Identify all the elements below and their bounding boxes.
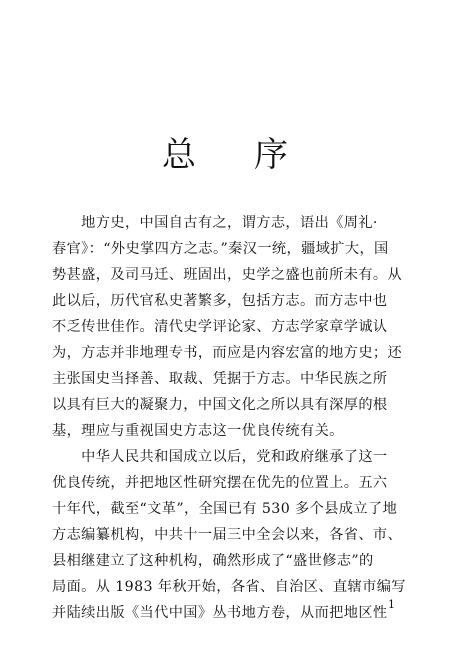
text-line: 此以后，历代官私史著繁多，包括方志。而方志中也 xyxy=(52,293,388,309)
text-line: 主张国史当择善、取裁、凭据于方志。中华民族之所 xyxy=(52,371,388,387)
text-line: 优良传统，并把地区性研究摆在优先的位置上。五六 xyxy=(52,475,388,491)
page-title xyxy=(0,127,450,176)
text-line: 并陆续出版《当代中国》丛书地方卷，从而把地区性 xyxy=(52,605,388,621)
title-char-1: 总 xyxy=(162,135,196,175)
text-line: 县相继建立了这种机构，确然形成了“盛世修志”的 xyxy=(52,553,374,569)
text-line: 势甚盛，及司马迁、班固出，史学之盛也前所未有。从 xyxy=(52,267,403,283)
body-text xyxy=(52,210,408,626)
page-number: 1 xyxy=(388,598,395,611)
text-line: 春官》：“外史掌四方之志。”秦汉一统，疆域扩大，国 xyxy=(52,241,389,257)
text-line: 基，理应与重视国史方志这一优良传统有关。 xyxy=(52,423,344,439)
text-line: 为，方志并非地理专书，而应是内容宏富的地方史；还 xyxy=(52,345,403,361)
text-line: 不乏传世佳作。清代史学评论家、方志学家章学诚认 xyxy=(52,319,388,335)
text-line: 中华人民共和国成立以后，党和政府继承了这一 xyxy=(52,449,388,465)
text-line: 以具有巨大的凝聚力，中国文化之所以具有深厚的根 xyxy=(52,397,388,413)
text-line: 地方史，中国自古有之，谓方志，语出《周礼· xyxy=(52,215,378,231)
text-line: 十年代，截至“文革”，全国已有 530 多个县成立了地 xyxy=(52,501,398,517)
text-line: 方志编纂机构，中共十一届三中全会以来，各省、市、 xyxy=(52,527,403,543)
title-char-2: 序 xyxy=(254,135,288,175)
text-line: 局面。从 1983 年秋开始，各省、自治区、直辖市编写 xyxy=(52,579,406,595)
